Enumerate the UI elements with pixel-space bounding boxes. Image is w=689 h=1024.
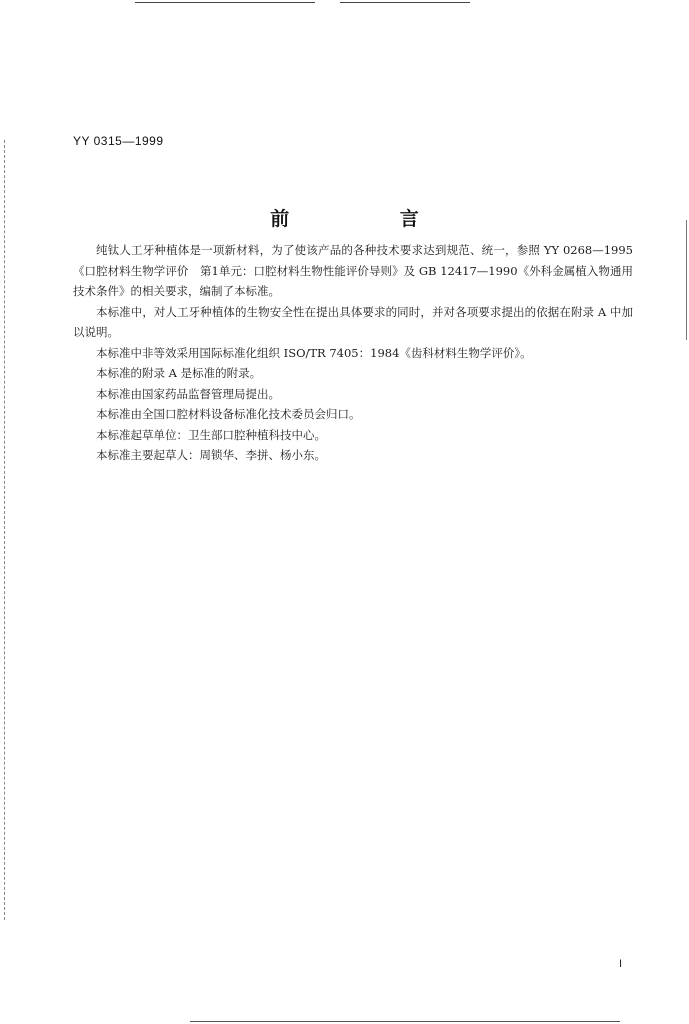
- page-title: 前 言: [270, 208, 471, 230]
- scan-artifact-top: [135, 2, 315, 3]
- scan-artifact-right-edge: [686, 220, 687, 340]
- paragraph: 本标准由全国口腔材料设备标准化技术委员会归口。: [96, 407, 361, 421]
- scan-artifact-left-edge: [4, 140, 6, 920]
- scan-artifact-top-right: [340, 2, 470, 3]
- paragraph: 纯钛人工牙种植体是一项新材料，为了使该产品的各种技术要求达到规范、统一，参照 YY 0268—1995《口腔材料生物学评价 第1单元：口腔材料生物性能评价导则》及 GB 12417—1990《外科金属植入物通用技术条件》的相关要求，编制了本标准。: [73, 243, 633, 298]
- paragraph: 本标准由国家药品监督管理局提出。: [96, 386, 280, 401]
- scan-artifact-bottom: [190, 1021, 620, 1022]
- paragraph: 本标准起草单位：卫生部口腔种植科技中心。: [96, 427, 326, 442]
- standard-code: YY 0315—1999: [73, 134, 164, 148]
- paragraph: 本标准的附录 A 是标准的附录。: [96, 366, 262, 380]
- paragraph: 本标准中非等效采用国际标准化组织 ISO/TR 7405：1984《齿科材料生物学评价》。: [96, 345, 532, 360]
- page-number: I: [619, 958, 623, 970]
- foreword-body: [73, 240, 633, 466]
- paragraph: 本标准主要起草人：周锁华、李拼、杨小东。: [96, 448, 326, 462]
- paragraph: 本标准中，对人工牙种植体的生物安全性在提出具体要求的同时，并对各项要求提出的依据在附录 A 中加以说明。: [73, 304, 633, 339]
